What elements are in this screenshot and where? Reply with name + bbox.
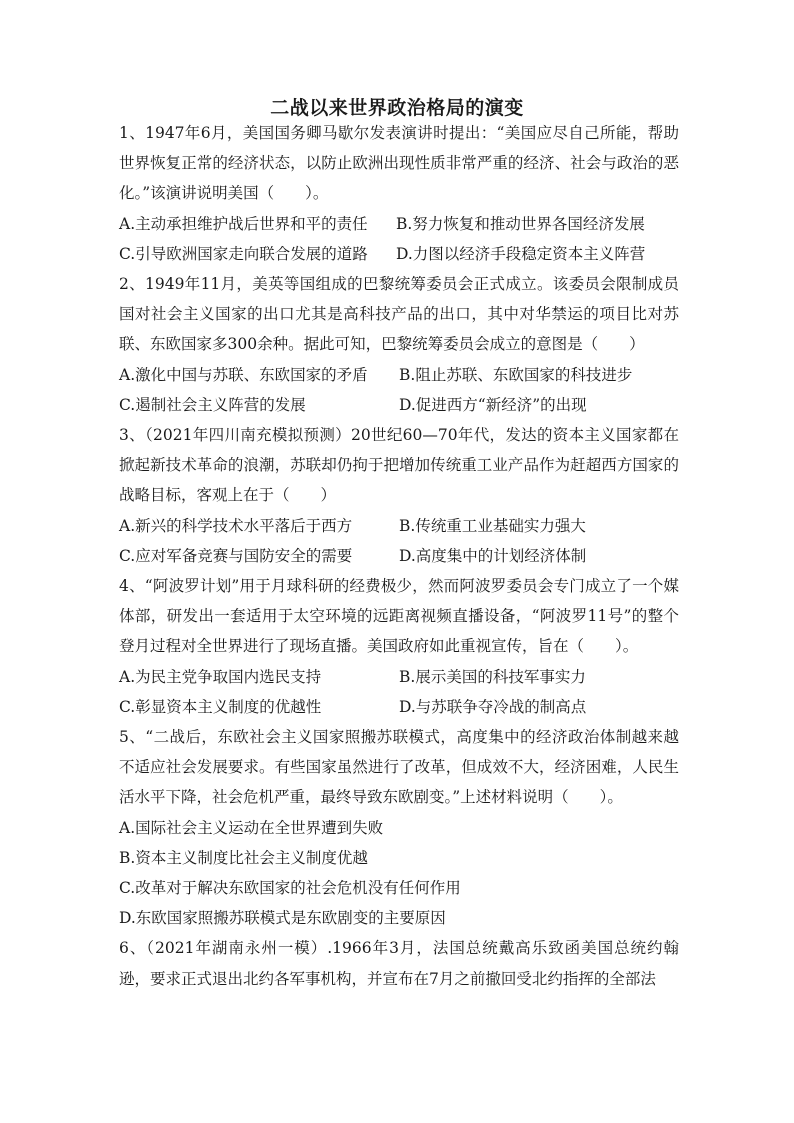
question-1-stem: 1、1947年6月，美国国务卿马歇尔发表演讲时提出：“美国应尽自己所能，帮助世界恢复正常的经济状态，以防止欧洲出现性质非常严重的经济、社会与政治的恶化。”该演讲说明美国（ ）。 xyxy=(119,124,679,203)
question-6-stem: 6、（2021年湖南永州一模）.1966年3月，法国总统戴高乐致函美国总统约翰逊，要求正式退出北约各军事机构，并宣布在7月之前撤回受北约指挥的全部法 xyxy=(119,939,679,988)
question-1-option-b: B.努力恢复和推动世界各国经济发展 xyxy=(396,214,645,233)
question-5-option-d: D.东欧国家照搬苏联模式是东欧剧变的主要原因 xyxy=(119,909,446,928)
question-5-option-b: B.资本主义制度比社会主义制度优越 xyxy=(119,848,368,867)
question-4-options-row-1 xyxy=(119,662,679,692)
question-4-option-d: D.与苏联争夺冷战的制高点 xyxy=(399,697,587,716)
question-1-option-a: A.主动承担维护战后世界和平的责任 xyxy=(119,214,368,233)
question-4-options-row-2 xyxy=(119,692,679,722)
question-2-options-row-1 xyxy=(119,360,679,390)
question-5-option-c: C.改革对于解决东欧国家的社会危机没有任何作用 xyxy=(119,879,461,898)
question-1-options-row-2 xyxy=(119,239,679,269)
question-1-option-d: D.力图以经济手段稳定资本主义阵营 xyxy=(396,244,646,263)
question-3-options-row-2 xyxy=(119,541,679,571)
question-1-options-row-1 xyxy=(119,209,679,239)
question-2-option-c: C.遏制社会主义阵营的发展 xyxy=(119,395,306,414)
question-2-stem: 2、1949年11月，美英等国组成的巴黎统筹委员会正式成立。该委员会限制成员国对社会主义国家的出口尤其是高科技产品的出口，其中对华禁运的项目比对苏联、东欧国家多300余种。据此可知，巴黎统筹委员会成立的意图是（ ） xyxy=(119,275,679,354)
document-title: 二战以来世界政治格局的演变 xyxy=(270,97,524,119)
question-3-stem: 3、（2021年四川南充模拟预测）20世纪60—70年代，发达的资本主义国家都在掀起新技术革命的浪潮，苏联却仍拘于把增加传统重工业产品作为赶超西方国家的战略目标，客观上在于（ ） xyxy=(119,426,679,505)
question-2-option-b: B.阻止苏联、东欧国家的科技进步 xyxy=(399,365,633,384)
question-1-option-c: C.引导欧洲国家走向联合发展的道路 xyxy=(119,244,368,263)
question-4-option-b: B.展示美国的科技军事实力 xyxy=(399,667,586,686)
question-4-option-c: C.彰显资本主义制度的优越性 xyxy=(119,697,322,716)
question-2-options-row-2 xyxy=(119,390,679,420)
question-3-options-row-1 xyxy=(119,511,679,541)
question-3-option-b: B.传统重工业基础实力强大 xyxy=(399,516,586,535)
question-2-option-a: A.激化中国与苏联、东欧国家的矛盾 xyxy=(119,365,368,384)
question-3-option-d: D.高度集中的计划经济体制 xyxy=(399,546,587,565)
question-list xyxy=(119,118,679,994)
question-3-option-a: A.新兴的科学技术水平落后于西方 xyxy=(119,516,353,535)
question-4-stem: 4、“阿波罗计划”用于月球科研的经费极少，然而阿波罗委员会专门成立了一个媒体部，研发出一套适用于太空环境的远距离视频直播设备，“阿波罗11号”的整个登月过程对全世界进行了现场直播。美国政府如此重视宣传，旨在（ ）。 xyxy=(119,577,679,656)
question-2-option-d: D.促进西方“新经济”的出现 xyxy=(399,395,587,414)
question-5-option-a: A.国际社会主义运动在全世界遭到失败 xyxy=(119,818,384,837)
question-3-option-c: C.应对军备竞赛与国防安全的需要 xyxy=(119,546,353,565)
question-5-stem: 5、“二战后，东欧社会主义国家照搬苏联模式，高度集中的经济政治体制越来越不适应社会发展要求。有些国家虽然进行了改革，但成效不大，经济困难，人民生活水平下降，社会危机严重，最终导致东欧剧变。”上述材料说明（ ）。 xyxy=(119,728,679,807)
question-4-option-a: A.为民主党争取国内选民支持 xyxy=(119,667,322,686)
